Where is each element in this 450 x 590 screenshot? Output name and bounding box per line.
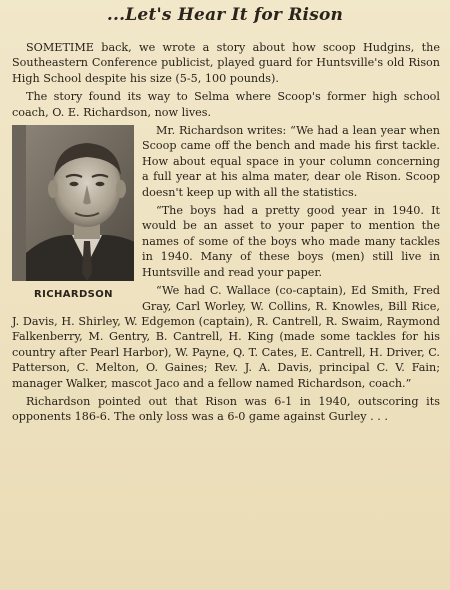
paragraph-4: “The boys had a pretty good year in 1940. It would be an asset to your paper to mention the names of some of the boys who made many tackles in 1940. Many of these boys (men) still live in Huntsville and read your paper. (142, 204, 440, 279)
article-body (12, 40, 440, 425)
paragraph-2: The story found its way to Selma where Scoop's former high school coach, O. E. Richardson, now lives. (12, 90, 440, 119)
paragraph-5: “We had C. Wallace (co-captain), Ed Smith, Fred Gray, Carl Worley, W. Collins, R. Knowles, Bill Rice, J. Davis, H. Shirley, W. Edgemon (captain), R. Cantrell, R. Swaim, Raymond Falkenberry, M. Gentry, B. Cantrell, H. King (made some tackles for his country after Pearl Harbor), W. Payne, Q. T. Cates, E. Cantrell, H. Driver, C. Patterson, C. Melton, O. Gaines; Rev. J. A. Davis, principal C. V. Fain; manager Walker, mascot Jaco and a fellow named Richardson, coach.” (12, 284, 440, 390)
paragraph-3-text: Mr. Richardson writes: “We had a lean year when Scoop came off the bench and made his first tackle. How about equal space in your column concerning a full year at his alma mater, dear ole Rison. Scoop doesn't keep up with all the statistics. (142, 124, 440, 199)
portrait-photo-icon (12, 125, 134, 281)
paragraph-6: Richardson pointed out that Rison was 6-1 in 1940, outscoring its opponents 186-6. The only loss was a 6-0 game against Gurley . . . (12, 394, 440, 424)
photo-caption: RICHARDSON (34, 289, 113, 301)
paragraph-1: SOMETIME back, we wrote a story about how scoop Hudgins, the Southeastern Conference publicist, played guard for Huntsville's old Rison High School despite his size (5-5, 100 pounds). (12, 41, 440, 85)
headline: ...Let's Hear It for Rison (106, 5, 344, 25)
photo-block (12, 125, 134, 302)
